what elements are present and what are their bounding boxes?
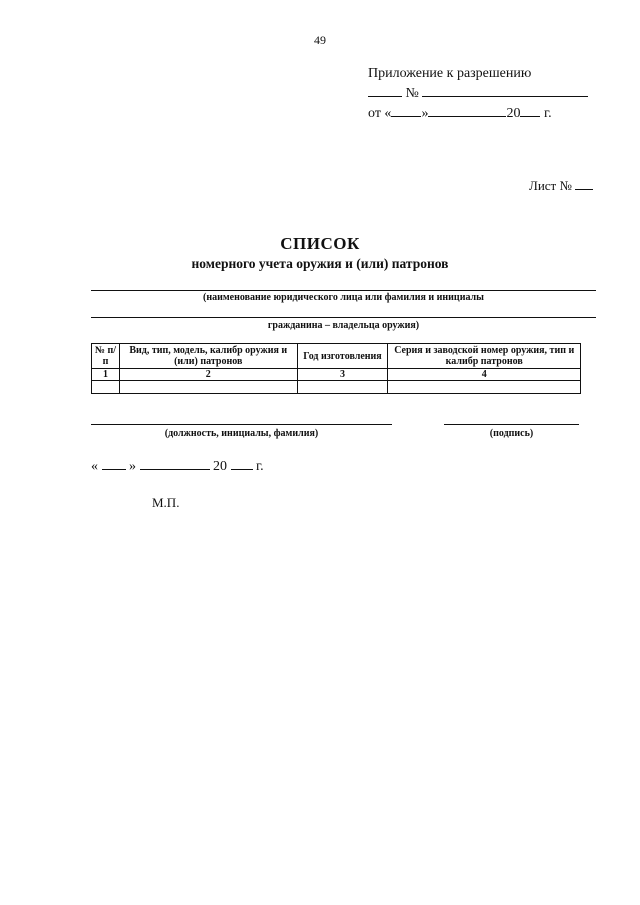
appendix-number-blank[interactable]	[422, 83, 588, 97]
appendix-day-blank[interactable]	[391, 103, 421, 117]
date-year-suffix: г.	[256, 459, 264, 474]
column-header-number: № п/п	[92, 344, 120, 369]
position-line[interactable]	[91, 424, 392, 425]
appendix-block	[368, 65, 588, 123]
column-header-serial: Серия и заводской номер оружия, тип и калибр патронов	[388, 344, 581, 369]
column-number-2: 2	[119, 369, 297, 381]
table-cell-type[interactable]	[119, 381, 297, 394]
owner-line-1[interactable]	[91, 290, 596, 291]
appendix-title: Приложение к разрешению	[368, 66, 532, 81]
document-subtitle: номерного учета оружия и (или) патронов	[191, 256, 449, 271]
appendix-number-line	[368, 83, 588, 103]
date-open-quote: «	[91, 459, 98, 474]
appendix-year-blank[interactable]	[520, 103, 540, 117]
appendix-year-suffix: г.	[543, 106, 552, 121]
owner-caption-1: (наименование юридического лица или фамилия и инициалы	[203, 292, 484, 303]
page-number: 49	[314, 33, 326, 47]
table-header-row	[92, 344, 581, 369]
appendix-year-prefix: 20	[506, 106, 521, 121]
sheet-number-label: Лист №	[529, 178, 572, 193]
appendix-number-blank-left[interactable]	[368, 83, 402, 97]
document-title: СПИСОК	[280, 234, 360, 253]
date-year-blank[interactable]	[231, 456, 253, 470]
date-day-blank[interactable]	[102, 456, 126, 470]
date-year-prefix: 20	[213, 459, 227, 474]
appendix-from-label: от «	[368, 106, 392, 121]
stamp-label: М.П.	[152, 495, 180, 510]
column-header-type: Вид, тип, модель, калибр оружия и (или) патронов	[119, 344, 297, 369]
owner-line-2[interactable]	[91, 317, 596, 318]
date-close-quote: »	[129, 459, 136, 474]
table-cell-number[interactable]	[92, 381, 120, 394]
signature-caption: (подпись)	[489, 428, 534, 439]
table-row[interactable]	[92, 381, 581, 394]
appendix-from-close: »	[421, 106, 429, 121]
items-table	[91, 343, 581, 394]
appendix-month-blank[interactable]	[428, 103, 506, 117]
sheet-number	[529, 176, 593, 194]
table-numbering-row	[92, 369, 581, 381]
column-header-year: Год изготовления	[297, 344, 388, 369]
appendix-number-label: №	[405, 86, 419, 101]
sheet-number-blank[interactable]	[575, 176, 593, 190]
signature-line[interactable]	[444, 424, 579, 425]
column-number-4: 4	[388, 369, 581, 381]
owner-caption-2: гражданина – владельца оружия)	[267, 320, 420, 331]
appendix-date-line	[368, 103, 588, 123]
column-number-3: 3	[297, 369, 388, 381]
column-number-1: 1	[92, 369, 120, 381]
table-cell-year[interactable]	[297, 381, 388, 394]
position-caption: (должность, инициалы, фамилия)	[164, 428, 319, 439]
table-cell-serial[interactable]	[388, 381, 581, 394]
date-line	[91, 456, 264, 475]
date-month-blank[interactable]	[140, 456, 210, 470]
